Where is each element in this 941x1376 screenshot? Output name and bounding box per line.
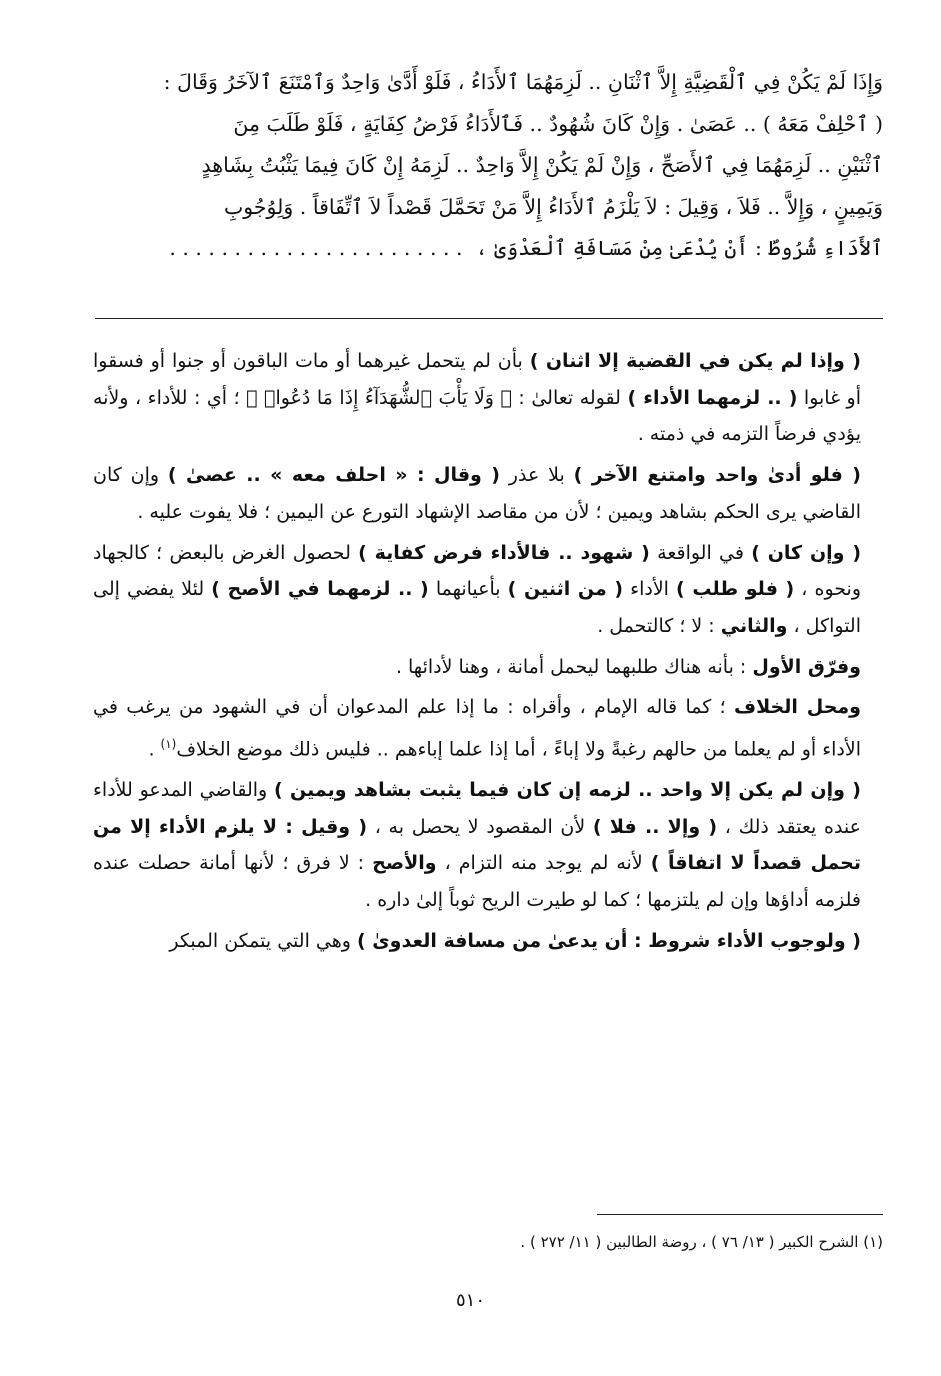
commentary-span: لحصول الغرض بالبعض ؛ كالجهاد ونحوه ، xyxy=(93,541,861,601)
quoted-matn: ( .. لزمهما الأداء ) xyxy=(627,386,798,409)
page-number: ٥١٠ xyxy=(455,1290,485,1311)
quoted-matn: ( وقال : « احلف معه » .. عصىٰ ) xyxy=(167,464,500,487)
keyword: ومحل الخلاف xyxy=(734,696,861,719)
commentary-span: وإن كان القاضي يرى الحكم بشاهد ويمين ؛ لأن من مقاصد الإشهاد التورع عن اليمين ؛ فلا يفوت عليه . xyxy=(93,464,861,523)
commentary-paragraph xyxy=(93,649,883,686)
commentary-span: وهي التي يتمكن المبكر xyxy=(169,929,357,952)
quoted-matn: ( فلو أدىٰ واحد وامتنع الآخر ) xyxy=(573,464,861,487)
commentary-paragraph xyxy=(93,689,883,768)
commentary-span: لأن المقصود لا يحصل به ، xyxy=(367,815,593,838)
quoted-matn: ( من اثنين ) xyxy=(507,578,624,601)
footnote-divider xyxy=(597,1214,883,1215)
quoted-matn: ( وإن كان ) xyxy=(751,541,862,564)
keyword: والأصح xyxy=(372,852,437,875)
footnote-marker: (١) xyxy=(160,737,177,752)
commentary-span: : لا فرق ؛ لأنها أمانة حصلت عنده فلزمه أداؤها وإن لم يلتزمها ؛ كما لو طيرت الريح ثوباً إلىٰ داره . xyxy=(93,852,861,912)
commentary-text xyxy=(93,343,883,964)
matn-line: ( ٱحْلِفْ مَعَهُ ) .. عَصَىٰ . وَإِنْ كَانَ شُهُودٌ .. فَٱلأَدَاءُ فَرْضُ كِفَايَةٍ ، فَلَوْ طَلَبَ مِنَ xyxy=(233,111,883,136)
commentary-span: بلا عذر xyxy=(499,464,574,487)
commentary-paragraph xyxy=(93,343,883,453)
commentary-span: لأنه لم يوجد منه التزام ، xyxy=(436,852,651,875)
commentary-span: : بأنه هناك طلبهما ليحمل أمانة ، وهنا لأدائها . xyxy=(395,655,753,678)
commentary-paragraph xyxy=(93,772,883,919)
matn-line: وَإِذَا لَمْ يَكُنْ فِي ٱلْقَضِيَّةِ إِلاَّ ٱثْنَانِ .. لَزِمَهُمَا ٱلأَدَاءُ ، فَلَوْ أَدَّىٰ وَاحِدٌ وَٱمْتَنَعَ ٱلآخَرُ وَقَالَ : xyxy=(163,70,883,94)
commentary-span: لقوله تعالىٰ : ﴿ وَلَا يَأْبَ ٱلشُّهَدَآءُ إِذَا مَا دُعُوا۟ ﴾ ؛ أي : للأداء ، ولأنه يؤدي فرضاً التزمه في ذمته . xyxy=(93,386,861,446)
keyword: وفرّق الأول xyxy=(752,655,861,678)
quoted-matn: ( وإن لم يكن إلا واحد .. لزمه إن كان فيما يثبت بشاهد ويمين ) xyxy=(273,779,861,802)
matn-line: وَيَمِينٍ ، وَإِلاَّ .. فَلاَ ، وَقِيلَ : لاَ يَلْزَمُ ٱلأَدَاءُ إِلاَّ مَنْ تَحَمَّلَ قَصْداً لاَ ٱتِّفَاقاً . وَلِوُجُوبِ xyxy=(223,194,883,219)
commentary-span: في الواقعة xyxy=(649,541,752,564)
quoted-matn: ( ولوجوب الأداء شروط : أن يدعىٰ من مسافة العدوىٰ ) xyxy=(356,929,861,952)
commentary-span: بأن لم يتحمل غيرهما أو مات الباقون أو جنوا أو فسقوا أو غابوا xyxy=(93,350,862,409)
commentary-span: ؛ كما قاله الإمام ، وأقراه : ما إذا علم المدعوان أن في الشهود من يرغب في الأداء أو لم يعلما من حالهم رغبةً ولا إباءً ، أما إذا علما إباءهم .. فليس ذلك موضع الخلاف xyxy=(93,696,861,761)
footnote: (١) الشرح الكبير ( ١٣/ ٧٦ ) ، روضة الطالبين ( ١١/ ٢٧٢ ) . xyxy=(520,1233,883,1251)
quoted-matn: ( وإذا لم يكن في القضية إلا اثنان ) xyxy=(529,350,861,372)
ellipsis-dots: . . . . . . . . . . . . . . . . . . . . . . . xyxy=(169,236,463,260)
quoted-matn: ( شهود .. فالأداء فرض كفاية ) xyxy=(358,541,650,564)
matn-last-line-text: ٱلأَدَاءِ شُرُوطٌ : أَنْ يُدْعَىٰ مِنْ مَسَافَةِ ٱلْعَدْوَىٰ ، xyxy=(475,236,883,260)
matn-line: ٱثْنَيْنِ .. لَزِمَهُمَا فِي ٱلأَصَحِّ ، وَإِنْ لَمْ يَكُنْ إِلاَّ وَاحِدٌ .. لَزِمَهُ إِنْ كَانَ فِيمَا يَثْبُتُ بِشَاهِدٍ xyxy=(201,153,883,177)
section-divider xyxy=(95,318,883,319)
commentary-span: لئلا يفضي إلى التواكل ، xyxy=(93,578,861,637)
commentary-paragraph xyxy=(93,923,883,960)
commentary-span: والقاضي المدعو للأداء عنده يعتقد ذلك ، xyxy=(93,779,862,838)
matn-line xyxy=(95,228,883,270)
commentary-span: : لا ؛ كالتحمل . xyxy=(597,614,721,637)
commentary-span: بأعيانهما xyxy=(428,578,508,601)
quoted-matn: ( .. لزمهما في الأصح ) xyxy=(211,578,429,601)
quoted-matn: ( فلو طلب ) xyxy=(676,578,795,601)
commentary-paragraph xyxy=(93,457,883,530)
commentary-span: . xyxy=(148,738,161,761)
quoted-matn: ( وقيل : لا يلزم الأداء إلا من تحمل قصداً لا اتفاقاً ) xyxy=(93,815,861,875)
quoted-matn: ( وإلا .. فلا ) xyxy=(592,815,718,838)
keyword: والثاني xyxy=(720,614,788,637)
commentary-paragraph xyxy=(93,535,883,645)
matn-text xyxy=(95,62,883,270)
commentary-span: الأداء xyxy=(623,578,677,601)
